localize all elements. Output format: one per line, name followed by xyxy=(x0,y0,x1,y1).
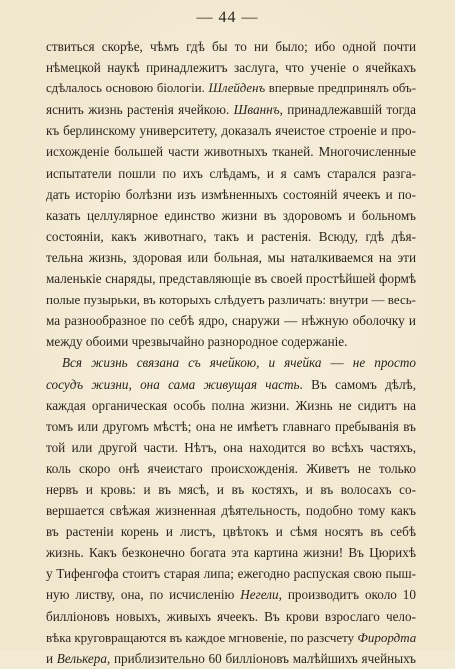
body-text xyxy=(46,36,416,669)
text-segment: между обоими чрезвычайно разнородное содержаніе. xyxy=(46,334,348,350)
text-line xyxy=(46,542,416,563)
text-line xyxy=(46,141,416,162)
text-line xyxy=(46,99,416,120)
text-segment: , производитъ около 10 xyxy=(278,587,416,603)
text-segment: казать целлулярное единство жизни въ здоровомъ и больномъ xyxy=(46,207,416,223)
emphasized-text: не просто xyxy=(352,355,416,371)
text-line xyxy=(46,163,416,184)
text-segment: каждая органическая особь полна жизни. Жизнь не сидитъ на xyxy=(46,397,416,413)
text-line xyxy=(46,563,416,584)
text-segment: . Въ самомъ дѣлѣ, xyxy=(299,376,416,392)
text-segment: сдѣлалось основою біологіи. xyxy=(46,81,209,96)
text-line xyxy=(46,374,416,395)
text-segment: тельна жизнь, здоровая или больная, мы наталкиваемся на эти xyxy=(46,249,416,265)
text-segment: испытатели пошли по ихъ слѣдамъ, и я самъ старался разга- xyxy=(46,165,416,181)
text-line xyxy=(46,437,416,458)
text-segment: исхожденіе большей части животныхъ тканей. Многочисленные xyxy=(46,144,416,160)
text-segment: маленькіе снаряды, представляющіе въ своей простѣйшей формѣ xyxy=(46,271,416,287)
text-line xyxy=(46,331,416,352)
emphasized-text: Шлейденъ xyxy=(208,81,266,96)
text-segment: яснить жизнь растенія ячейкою. xyxy=(46,102,234,118)
text-segment: въ растеніи корень и листъ, цвѣтокъ и сѣмя носятъ въ себѣ xyxy=(46,524,416,540)
text-segment: ную листву, она, по исчисленію xyxy=(46,587,241,603)
text-segment: къ берлинскому университету, доказалъ ячеистое строеніе и про- xyxy=(46,123,416,139)
text-line xyxy=(46,648,416,669)
text-segment: вершается свѣжая жизненная дѣятельность, подобно тому какъ xyxy=(46,503,416,519)
text-line xyxy=(46,521,416,542)
page-number: — 44 — xyxy=(196,9,259,26)
emphasized-text: Шваннъ xyxy=(233,102,280,118)
text-line xyxy=(46,479,416,500)
text-segment: состояніи, какъ животнаго, такъ и растенія. Всюду, гдѣ дѣя- xyxy=(46,228,416,244)
text-line xyxy=(46,184,416,205)
emphasized-text: Вся жизнь связана съ ячейкою, и ячейка xyxy=(62,355,322,371)
text-line xyxy=(46,584,416,605)
text-line xyxy=(46,120,416,141)
text-line xyxy=(46,78,416,99)
text-line xyxy=(46,458,416,479)
text-segment: ствиться скорѣе, чѣмъ гдѣ бы то ни было; ибо одной почти xyxy=(46,39,416,54)
text-line xyxy=(46,289,416,310)
text-line xyxy=(46,226,416,247)
text-segment: билліоновъ новыхъ, живыхъ ячеекъ. Въ крови взрослаго чело- xyxy=(46,608,416,624)
text-segment: коль скоро онѣ ячеистаго происхожденія. Живетъ не только xyxy=(46,460,416,476)
text-line xyxy=(46,500,416,521)
emphasized-text: Велькера xyxy=(56,650,107,666)
emphasized-text: сосудъ жизни, она сама живущая часть xyxy=(46,376,300,392)
text-segment: дать исторію болѣзни изъ измѣненныхъ состояній ячеекъ и по- xyxy=(46,186,416,202)
text-segment: той или другой части. Нѣтъ, она находится во всѣхъ частяхъ, xyxy=(46,439,416,455)
text-line xyxy=(46,352,416,373)
text-line xyxy=(46,268,416,289)
text-segment: полые пузырьки, въ которыхъ слѣдуетъ различать: внутри — весь- xyxy=(46,292,416,308)
text-line xyxy=(46,310,416,331)
text-segment: впервые предпринялъ объ- xyxy=(265,81,416,96)
text-segment: — xyxy=(321,355,353,371)
text-segment: и xyxy=(46,650,57,666)
text-segment: вѣка круговращаются въ каждое мгновеніе, по разсчету xyxy=(46,629,358,645)
text-segment: ма разнообразное по себѣ ядро, снаружи — нѣжную оболочку и xyxy=(46,313,416,329)
text-segment: у Тифенгофа стоитъ старая липа; ежегодно распуская свою пыш- xyxy=(46,566,416,582)
text-segment: нѣмецкой наукѣ принадлежитъ заслуга, что ученіе о ячейкахъ xyxy=(46,60,416,76)
text-line xyxy=(46,395,416,416)
text-line xyxy=(46,36,416,57)
text-line xyxy=(46,247,416,268)
text-line xyxy=(46,627,416,648)
text-segment: , принадлежавшій тогда xyxy=(279,102,416,118)
text-segment: жизнь. Какъ безконечно богата эта картина жизни! Въ Цюрихѣ xyxy=(46,545,416,561)
emphasized-text: Фирордта xyxy=(357,629,416,645)
text-line xyxy=(46,416,416,437)
text-line xyxy=(46,205,416,226)
text-segment: томъ или другомъ мѣстѣ; она не имѣетъ главнаго пребыванія въ xyxy=(46,418,416,434)
text-line xyxy=(46,57,416,78)
emphasized-text: Негели xyxy=(240,587,279,603)
text-segment: , приблизительно 60 билліоновъ малѣйшихъ ячейныхъ xyxy=(106,650,416,666)
text-line xyxy=(46,606,416,627)
text-segment: нервъ и кровь: и въ мясѣ, и въ костяхъ, и въ волосахъ со- xyxy=(46,481,416,497)
